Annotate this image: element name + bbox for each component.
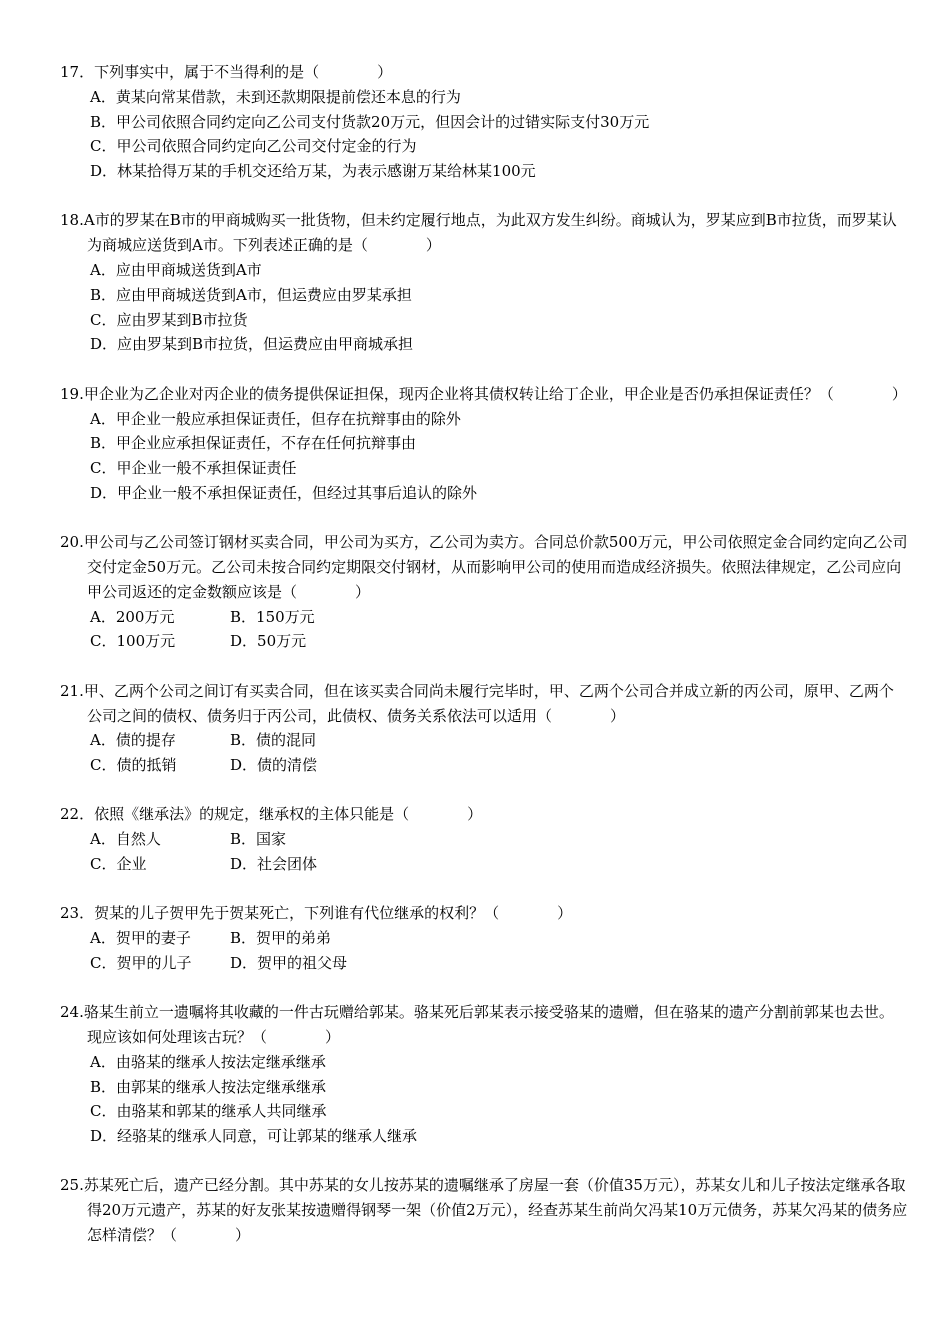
answer-option: D．50万元 [230, 632, 307, 651]
closing-parenthesis: ） [425, 236, 441, 255]
question-stem [60, 679, 908, 729]
question-number: 24. [60, 1003, 84, 1022]
option-row [90, 332, 908, 357]
question-number: 17． [60, 63, 95, 81]
option-row [90, 159, 908, 184]
question-number: 23． [60, 904, 95, 923]
question-17 [60, 60, 908, 184]
option-row [90, 85, 908, 110]
answer-option: B．由郭某的继承人按法定继承继承 [90, 1077, 327, 1096]
closing-parenthesis: ） [610, 706, 626, 725]
option-row [90, 481, 908, 506]
answer-option: C．甲公司依照合同约定向乙公司交付定金的行为 [90, 137, 417, 156]
question-21 [60, 679, 908, 778]
option-row [90, 283, 908, 308]
closing-parenthesis: ） [891, 384, 907, 403]
option-row [90, 1099, 908, 1124]
question-19 [60, 382, 908, 506]
option-list [60, 258, 908, 357]
question-text: 甲企业为乙企业对丙企业的债务提供保证担保，现丙企业将其债权转让给丁企业，甲企业是否仍承担保证责任？（ [83, 384, 834, 403]
question-text: 依照《继承法》的规定，继承权的主体只能是（ [94, 805, 410, 824]
question-number: 18. [60, 211, 84, 230]
closing-parenthesis: ） [235, 1226, 251, 1245]
option-list [60, 827, 908, 877]
closing-parenthesis: ） [467, 805, 483, 824]
question-24 [60, 1000, 908, 1149]
question-text: 骆某生前立一遗嘱将其收藏的一件古玩赠给郭某。骆某死后郭某表示接受骆某的遗赠，但在骆某的遗产分割前郭某也去世。现应该如何处理该古玩？（ [83, 1003, 894, 1046]
question-number: 22． [60, 805, 95, 824]
answer-option: B．债的混同 [230, 731, 317, 750]
answer-option: C．债的抵销 [90, 756, 177, 775]
answer-option: B．贺甲的弟弟 [230, 929, 332, 948]
option-row [90, 951, 908, 976]
option-row [90, 308, 908, 333]
question-number: 19. [60, 384, 84, 403]
option-row [90, 926, 908, 951]
option-list [60, 728, 908, 778]
answer-option: A．应由甲商城送货到A市 [90, 261, 262, 280]
option-row [90, 1124, 908, 1149]
question-text: 苏某死亡后，遗产已经分割。其中苏某的女儿按苏某的遗嘱继承了房屋一套（价值35万元），苏某女儿和儿子按法定继承各取得20万元遗产，苏某的好友张某按遗赠得钢琴一架（价值2万元），经查苏某生前尚欠冯某10万元债务，苏某欠冯某的债务应怎样清偿？（ [83, 1176, 908, 1245]
answer-option: A．甲企业一般应承担保证责任，但存在抗辩事由的除外 [90, 409, 461, 428]
question-number: 20. [60, 533, 84, 552]
question-number: 21. [60, 681, 84, 700]
question-stem [60, 1000, 908, 1050]
question-stem [60, 901, 908, 926]
question-stem [60, 802, 908, 827]
answer-option: A．由骆某的继承人按法定继承继承 [90, 1052, 326, 1071]
exam-document [60, 60, 908, 1272]
option-list [60, 407, 908, 506]
question-18 [60, 208, 908, 357]
closing-parenthesis: ） [377, 63, 393, 81]
question-text: 甲公司与乙公司签订钢材买卖合同，甲公司为买方，乙公司为卖方。合同总价款500万元，甲公司依照定金合同约定向乙公司交付定金50万元。乙公司未按合同约定期限交付钢材，从而影响甲公司的使用而造成经济损失。依照法律规定，乙公司应向甲公司返还的定金数额应该是（ [83, 533, 908, 601]
answer-option: D．林某拾得万某的手机交还给万某，为表示感谢万某给林某100元 [90, 162, 536, 181]
closing-parenthesis: ） [325, 1028, 341, 1046]
answer-option: D．社会团体 [230, 855, 318, 874]
option-row [90, 852, 908, 877]
question-stem [60, 1173, 908, 1247]
question-text: A市的罗某在B市的甲商城购买一批货物，但未约定履行地点，为此双方发生纠纷。商城认为，罗某应到B市拉货，而罗某认为商城应送货到A市。下列表述正确的是（ [83, 211, 897, 255]
answer-option: B．150万元 [230, 607, 315, 626]
question-20 [60, 530, 908, 654]
option-list [60, 85, 908, 184]
answer-option: B．甲公司依照合同约定向乙公司支付货款20万元，但因会计的过错实际支付30万元 [90, 112, 650, 131]
answer-option: C．100万元 [90, 632, 176, 651]
question-text: 甲、乙两个公司之间订有买卖合同，但在该买卖合同尚未履行完毕时，甲、乙两个公司合并成立新的丙公司，原甲、乙两个公司之间的债权、债务归于丙公司，此债权、债务关系依法可以适用（ [83, 681, 894, 725]
answer-option: B．应由甲商城送货到A市，但运费应由罗某承担 [90, 285, 412, 304]
question-text: 贺某的儿子贺甲先于贺某死亡，下列谁有代位继承的权利？（ [94, 904, 500, 923]
question-22 [60, 802, 908, 876]
option-row [90, 728, 908, 753]
answer-option: A．贺甲的妻子 [90, 929, 191, 948]
option-row [90, 827, 908, 852]
answer-option: D．应由罗某到B市拉货，但运费应由甲商城承担 [90, 335, 414, 354]
question-number: 25. [60, 1176, 84, 1195]
question-text: 下列事实中，属于不当得利的是（ [94, 63, 320, 81]
answer-option: A．债的提存 [90, 731, 176, 750]
answer-option: D．贺甲的祖父母 [230, 953, 348, 972]
answer-option: C．企业 [90, 855, 147, 874]
answer-option: B．甲企业应承担保证责任，不存在任何抗辩事由 [90, 434, 417, 453]
option-row [90, 431, 908, 456]
option-row [90, 110, 908, 135]
answer-option: D．经骆某的继承人同意，可让郭某的继承人继承 [90, 1127, 418, 1146]
closing-parenthesis: ） [557, 904, 573, 923]
answer-option: A．黄某向常某借款，未到还款期限提前偿还本息的行为 [90, 87, 461, 106]
answer-option: D．甲企业一般不承担保证责任，但经过其事后追认的除外 [90, 483, 478, 502]
option-row [90, 456, 908, 481]
answer-option: B．国家 [230, 830, 287, 849]
option-row [90, 258, 908, 283]
option-row [90, 1075, 908, 1100]
answer-option: A．自然人 [90, 830, 161, 849]
answer-option: C．由骆某和郭某的继承人共同继承 [90, 1102, 327, 1121]
question-stem [60, 208, 908, 258]
closing-parenthesis: ） [355, 582, 371, 601]
question-stem [60, 530, 908, 604]
question-25 [60, 1173, 908, 1247]
question-stem [60, 382, 908, 407]
answer-option: A．200万元 [90, 607, 175, 626]
option-list [60, 605, 908, 655]
answer-option: C．应由罗某到B市拉货 [90, 310, 248, 329]
option-list [60, 1050, 908, 1149]
option-list [60, 926, 908, 976]
answer-option: D．债的清偿 [230, 756, 318, 775]
option-row [90, 134, 908, 159]
option-row [90, 605, 908, 630]
option-row [90, 407, 908, 432]
option-row [90, 1050, 908, 1075]
answer-option: C．贺甲的儿子 [90, 953, 192, 972]
option-row [90, 753, 908, 778]
answer-option: C．甲企业一般不承担保证责任 [90, 459, 297, 478]
question-stem [60, 60, 908, 85]
question-23 [60, 901, 908, 975]
option-row [90, 629, 908, 654]
